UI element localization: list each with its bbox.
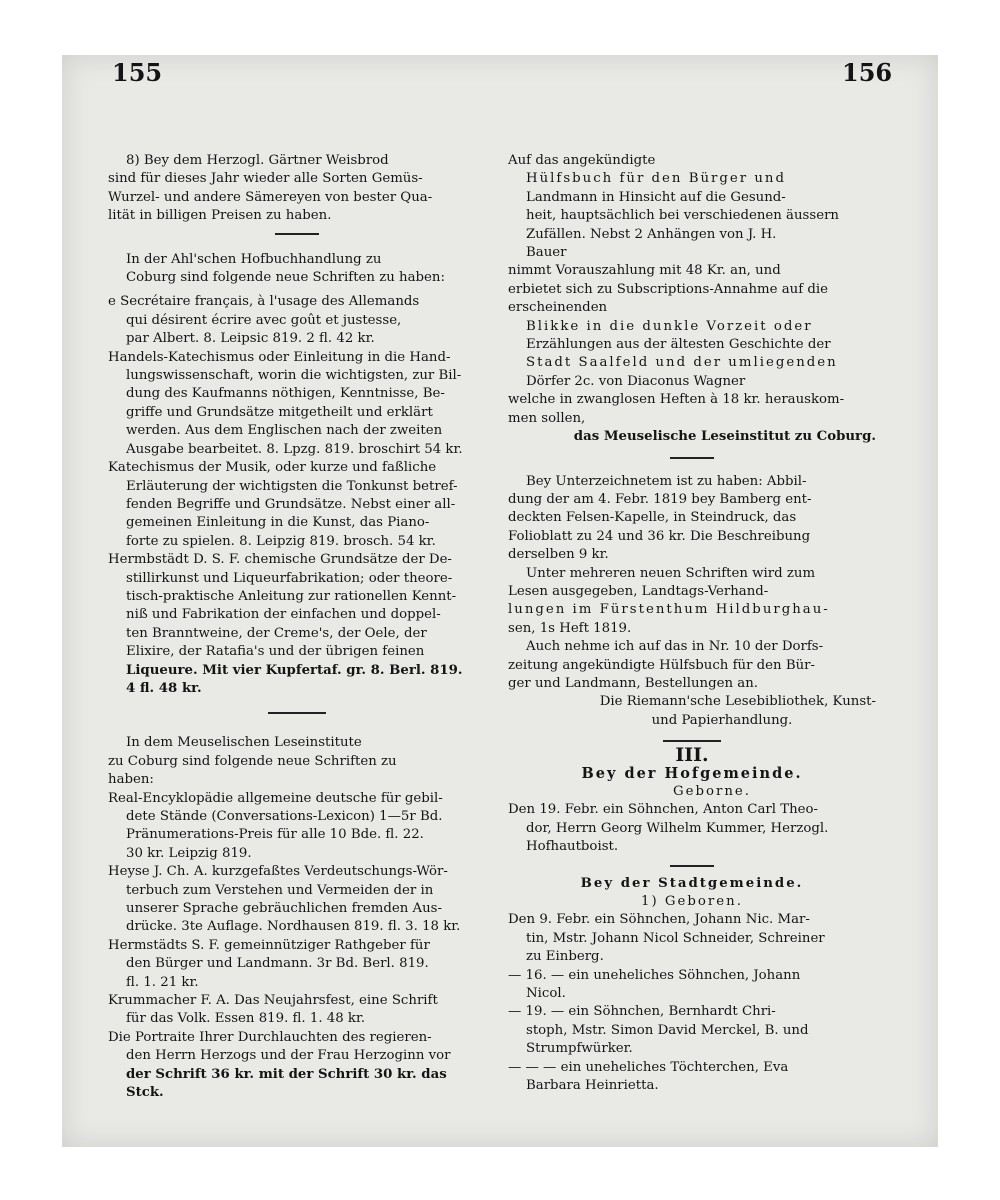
text-line: ger und Landmann, Bestellungen an. (508, 675, 758, 691)
title-line: Stadt Saalfeld und der umliegenden (526, 355, 838, 371)
right-column (508, 152, 876, 1096)
text-line: 30 kr. Leipzig 819. (126, 845, 252, 861)
text-line: zu Coburg sind folgende neue Schriften zu (108, 753, 397, 769)
text-line: Auf das angekündigte (508, 153, 656, 168)
text-line: Handels-Katechismus oder Einleitung in die Hand- (108, 349, 451, 365)
notice-felsenkapelle (508, 473, 876, 565)
text-line: den Herrn Herzogs und der Frau Herzoginn vor (126, 1048, 451, 1064)
text-line: tisch-praktische Anleitung zur rationellen Kennt- (126, 588, 457, 604)
text-line: Ausgabe bearbeitet. 8. Lpzg. 819. broschirt 54 kr. (126, 441, 463, 457)
title-line: Dörfer 2c. von Diaconus Wagner (526, 373, 746, 389)
text-line: — 16. — ein uneheliches Söhnchen, Johann (508, 967, 801, 983)
book-entry (108, 349, 485, 459)
book-entry (108, 790, 485, 864)
text-line: der Schrift 36 kr. mit der Schrift 30 kr. das Stck. (126, 1066, 447, 1101)
text-line: fl. 1. 21 kr. (126, 974, 199, 990)
text-line: erscheinenden (508, 300, 608, 316)
text-line: Hermbstädt D. S. F. chemische Grundsätze der De- (108, 552, 452, 568)
text-line: derselben 9 kr. (508, 547, 609, 563)
notice-bestellungen (508, 638, 876, 730)
notice-weisbrod (108, 152, 485, 226)
text-line: dor, Herrn Georg Wilhelm Kummer, Herzogl. (526, 820, 829, 836)
text-line: dete Stände (Conversations-Lexicon) 1—5r Bd. (126, 809, 443, 824)
page-number-right: 156 (842, 58, 893, 87)
title-line: Blikke in die dunkle Vorzeit oder (526, 318, 813, 334)
text-line: Unter mehreren neuen Schriften wird zum (526, 565, 816, 581)
signature: Die Riemann'sche Lesebibliothek, Kunst- (599, 694, 876, 710)
text-line: sen, 1s Heft 1819. (508, 620, 632, 636)
page-number-left: 155 (112, 58, 163, 87)
book-list-ahl (108, 293, 485, 698)
subheading: 1) Geboren. (641, 894, 743, 910)
text-line: Hofhautboist. (526, 839, 619, 855)
text-line: Liqueure. Mit vier Kupfertaf. gr. 8. Berl. 819. (126, 662, 463, 678)
text-line: griffe und Grundsätze mitgetheilt und erklärt (126, 404, 433, 420)
text-line: Krummacher F. A. Das Neujahrsfest, eine Schrift (108, 993, 438, 1009)
text-line: Coburg sind folgende neue Schriften zu haben: (126, 270, 445, 286)
text-line: 8) Bey dem Herzogl. Gärtner Weisbrod (126, 153, 389, 168)
notice-meusel-intro (108, 734, 485, 789)
text-line: Folioblatt zu 24 und 36 kr. Die Beschreibung (508, 528, 811, 544)
divider (275, 233, 319, 235)
text-line: gemeinen Einleitung in die Kunst, das Piano- (126, 515, 430, 531)
title-line: Bauer (526, 245, 567, 261)
text-line: tin, Mstr. Johann Nicol Schneider, Schreiner (526, 930, 825, 946)
text-line: terbuch zum Verstehen und Vermeiden der in (126, 882, 434, 898)
subheading: Geborne. (672, 784, 752, 799)
text-line: Die Portraite Ihrer Durchlauchten des regieren- (108, 1029, 432, 1045)
left-column (108, 152, 485, 1103)
text-line: Strumpfwürker. (526, 1041, 633, 1057)
text-line: Heyse J. Ch. A. kurzgefaßtes Verdeutschungs-Wör- (108, 864, 448, 880)
text-line: unserer Sprache gebräuchlichen fremden Aus- (126, 901, 442, 917)
text-line: qui désirent écrire avec goût et justesse, (126, 312, 402, 328)
register-list (508, 911, 876, 1095)
text-line: den Bürger und Landmann. 3r Bd. Berl. 819. (126, 956, 429, 972)
text-line: 4 fl. 48 kr. (126, 680, 202, 696)
text-line: Bey Unterzeichnetem ist zu haben: Abbil- (526, 473, 807, 489)
text-line: men sollen, (508, 410, 586, 426)
title-line: Landmann in Hinsicht auf die Gesund- (526, 189, 786, 205)
text-line: welche in zwanglosen Heften à 18 kr. herauskom- (508, 392, 845, 408)
title-line: Zufällen. Nebst 2 Anhängen von J. H. (526, 226, 777, 242)
text-line: Hermstädts S. F. gemeinnütziger Rathgeber für (108, 937, 430, 953)
book-entry (108, 937, 485, 992)
text-line: nimmt Vorauszahlung mit 48 Kr. an, und (508, 263, 781, 279)
notice-huelfsbuch (508, 152, 876, 447)
text-line: drücke. 3te Auflage. Nordhausen 819. fl. 3. 18 kr. (126, 919, 461, 935)
book-entry (108, 863, 485, 937)
title-line: Erzählungen aus der ältesten Geschichte der (526, 337, 831, 353)
text-line: — — — ein uneheliches Töchterchen, Eva (508, 1059, 789, 1075)
text-line: Pränumerations-Preis für alle 10 Bde. fl. 22. (126, 827, 424, 843)
text-line: Katechismus der Musik, oder kurze und faßliche (108, 460, 437, 476)
register-entry (508, 911, 876, 966)
text-line: Elixire, der Ratafia's und der übrigen feinen (126, 644, 425, 660)
section-heading: Bey der Stadtgemeinde. (580, 875, 804, 891)
text-line: lungen im Fürstenthum Hildburghau- (508, 602, 830, 618)
divider (670, 865, 714, 867)
register-entry (508, 801, 876, 856)
text-line: erbietet sich zu Subscriptions-Annahme auf die (508, 281, 829, 297)
section-heading: Bey der Hofgemeinde. (581, 764, 803, 782)
text-line: Den 9. Febr. ein Söhnchen, Johann Nic. Mar- (508, 912, 810, 928)
text-line: für das Volk. Essen 819. fl. 1. 48 kr. (126, 1011, 366, 1027)
text-line: Wurzel- und andere Sämereyen von bester Qua- (108, 189, 433, 205)
text-line: — 19. — ein Söhnchen, Bernhardt Chri- (508, 1004, 776, 1020)
text-line: haben: (108, 772, 154, 788)
text-line: zeitung angekündigte Hülfsbuch für den Bür- (508, 657, 816, 673)
register-entry (508, 967, 876, 1004)
signature: das Meuselische Leseinstitut zu Coburg. (573, 429, 876, 445)
text-line: deckten Felsen-Kapelle, in Steindruck, das (508, 510, 797, 526)
notice-ahl-intro (108, 251, 485, 288)
book-entry (108, 459, 485, 551)
book-entry (108, 293, 485, 348)
divider (268, 712, 326, 714)
text-line: forte zu spielen. 8. Leipzig 819. brosch. 54 kr. (126, 533, 436, 549)
text-line: e Secrétaire français, à l'usage des Allemands (108, 294, 420, 310)
text-line: Den 19. Febr. ein Söhnchen, Anton Carl Theo- (508, 802, 819, 818)
book-entry (108, 1029, 485, 1103)
signature: und Papierhandlung. (651, 712, 793, 728)
text-line: dung des Kaufmanns nöthigen, Kenntnisse, Be- (126, 386, 445, 402)
text-line: Auch nehme ich auf das in Nr. 10 der Dorfs- (526, 639, 824, 655)
text-line: Erläuterung der wichtigsten die Tonkunst betref- (126, 478, 458, 494)
text-line: In der Ahl'schen Hofbuchhandlung zu (126, 251, 382, 267)
text-line: Barbara Heinrietta. (526, 1078, 659, 1094)
divider (663, 740, 721, 742)
text-line: In dem Meuselischen Leseinstitute (126, 735, 362, 751)
text-line: dung der am 4. Febr. 1819 bey Bamberg ent- (508, 491, 812, 507)
book-entry (108, 992, 485, 1029)
text-line: lungswissenschaft, worin die wichtigsten, zur Bil- (126, 368, 462, 384)
text-line: stillirkunst und Liqueurfabrikation; oder theore- (126, 570, 453, 586)
section-number: III. (675, 744, 709, 767)
text-line: stoph, Mstr. Simon David Merckel, B. und (526, 1022, 809, 1038)
text-line: niß und Fabrikation der einfachen und doppel- (126, 607, 441, 623)
text-line: werden. Aus dem Englischen nach der zweiten (126, 423, 443, 439)
text-line: fenden Begriffe und Grundsätze. Nebst einer all- (126, 496, 456, 512)
text-line: par Albert. 8. Leipsic 819. 2 fl. 42 kr. (126, 331, 375, 347)
title-line: heit, hauptsächlich bei verschiedenen äussern (526, 208, 839, 224)
text-line: Lesen ausgegeben, Landtags-Verhand- (508, 583, 769, 599)
title-line: Hülfsbuch für den Bürger und (526, 171, 787, 187)
text-line: lität in billigen Preisen zu haben. (108, 208, 332, 224)
book-entry (108, 551, 485, 698)
text-line: Nicol. (526, 986, 566, 1002)
register-entry (508, 1003, 876, 1058)
text-line: zu Einberg. (526, 949, 604, 965)
divider (670, 457, 714, 459)
text-line: Real-Encyklopädie allgemeine deutsche für gebil- (108, 790, 443, 806)
text-line: sind für dieses Jahr wieder alle Sorten Gemüs- (108, 171, 423, 187)
text-line: ten Branntweine, der Creme's, der Oele, der (126, 625, 427, 641)
book-list-meusel (108, 790, 485, 1103)
register-entry (508, 1059, 876, 1096)
notice-landtag (508, 565, 876, 639)
